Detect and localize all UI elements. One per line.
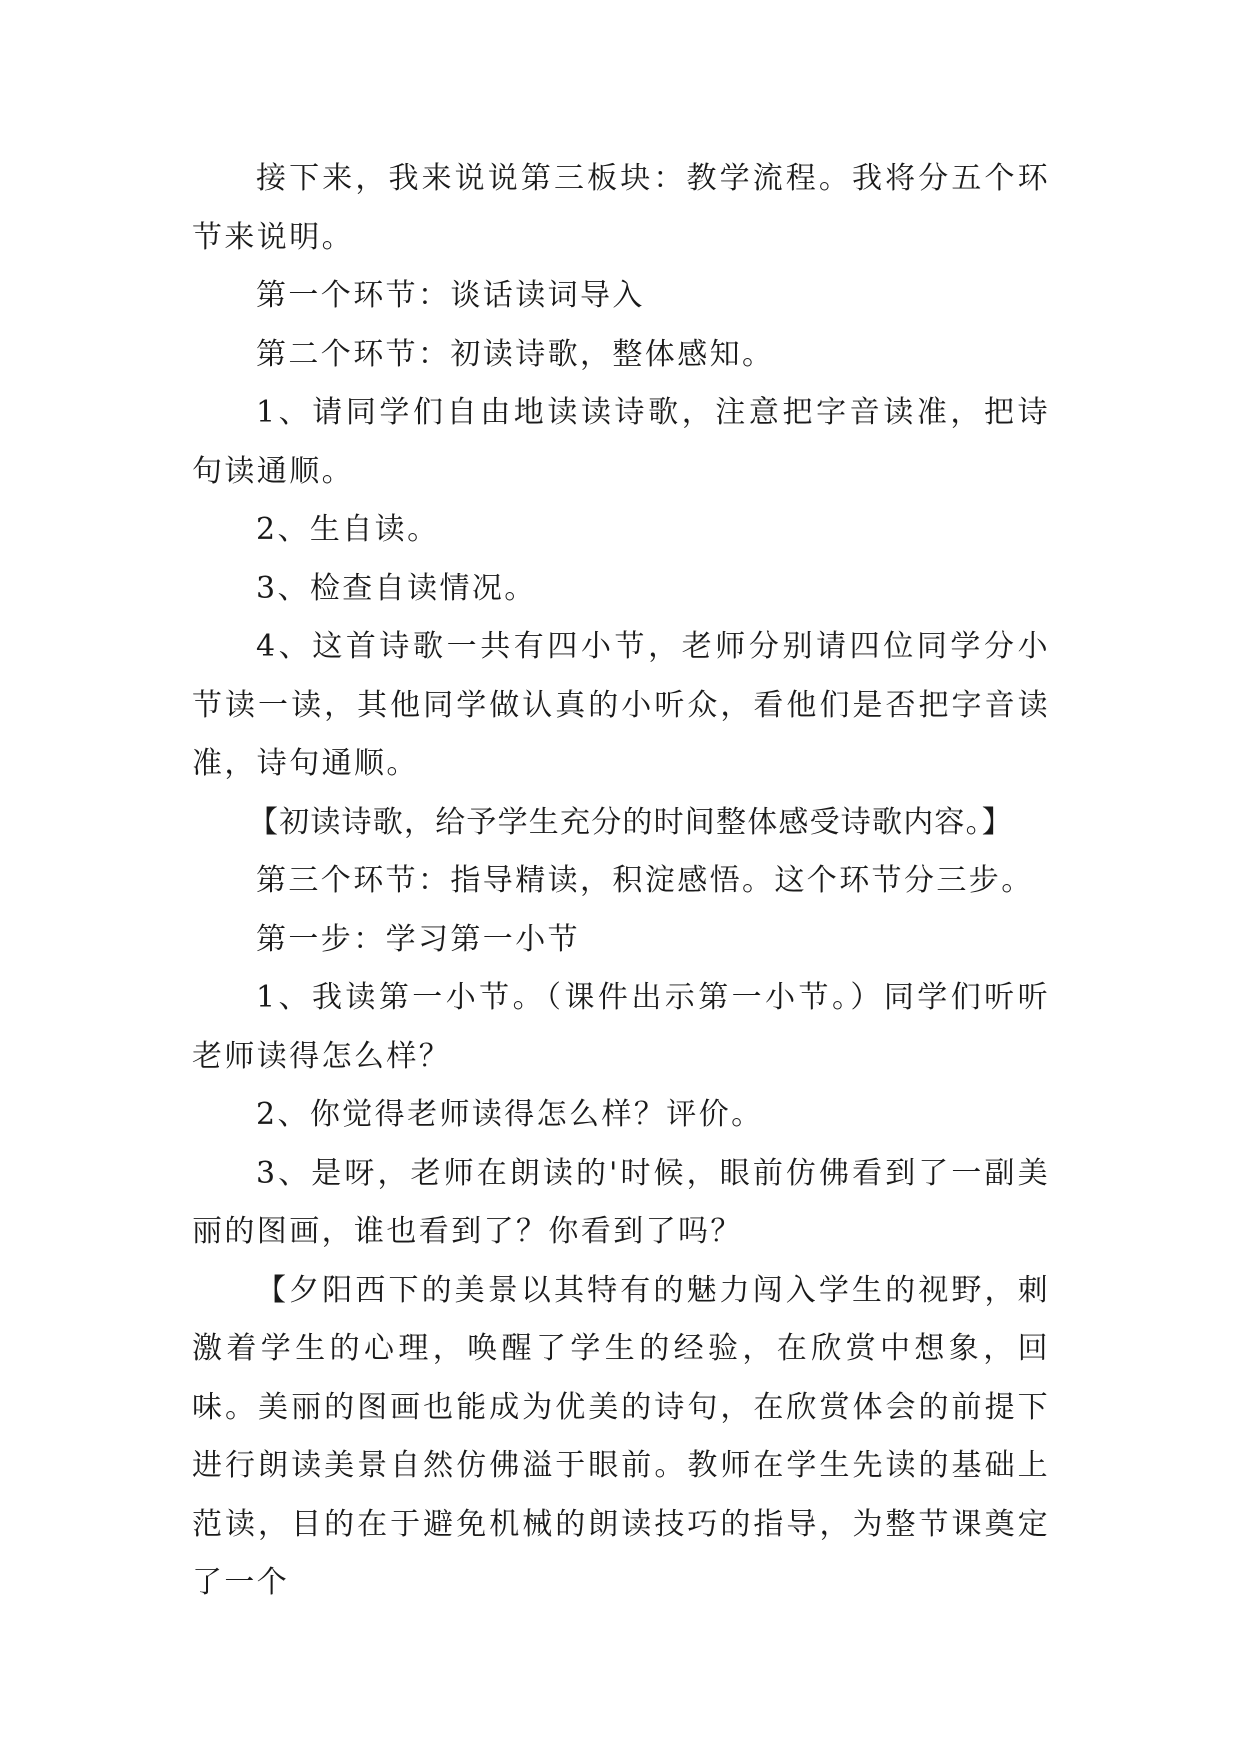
paragraph-step-two: 第二个环节：初读诗歌，整体感知。	[256, 336, 775, 372]
paragraph-note-sunset: 【夕阳西下的美景以其特有的魅力闯入学生的视野，刺激着学生的心理，唤醒了学生的经验，在欣赏中想象，回味。美丽的图画也能成为优美的诗句，在欣赏体会的前提下进行朗读美景自然仿佛溢于眼前。教师在学生先读的基础上范读，目的在于避免机械的朗读技巧的指导，为整节课奠定了一个	[192, 1272, 1050, 1600]
paragraph-sub-step-one: 第一步：学习第一小节	[256, 921, 580, 957]
paragraph-sub-item-1: 1、我读第一小节。（课件出示第一小节。）同学们听听老师读得怎么样？	[192, 980, 1050, 1074]
paragraph-item-4: 4、这首诗歌一共有四小节，老师分别请四位同学分小节读一读，其他同学做认真的小听众，看他们是否把字音读准，诗句通顺。	[192, 629, 1050, 781]
paragraph-sub-item-2: 2、你觉得老师读得怎么样？评价。	[256, 1097, 764, 1132]
paragraph-item-2: 2、生自读。	[256, 512, 440, 547]
paragraph-step-one: 第一个环节：谈话读词导入	[256, 278, 645, 313]
paragraph-intro: 接下来，我来说说第三板块：教学流程。我将分五个环节来说明。	[192, 161, 1050, 255]
paragraph-sub-item-3: 3、是呀，老师在朗读的'时候，眼前仿佛看到了一副美丽的图画，谁也看到了？你看到了吗？	[192, 1155, 1050, 1249]
paragraph-step-three: 第三个环节：指导精读，积淀感悟。这个环节分三步。	[256, 863, 1034, 898]
document-body	[192, 150, 1050, 1613]
paragraph-note-reading: 【初读诗歌，给予学生充分的时间整体感受诗歌内容。】	[248, 804, 1013, 840]
paragraph-item-3: 3、检查自读情况。	[256, 570, 537, 606]
paragraph-item-1: 1、请同学们自由地读读诗歌，注意把字音读准，把诗句读通顺。	[192, 395, 1050, 489]
